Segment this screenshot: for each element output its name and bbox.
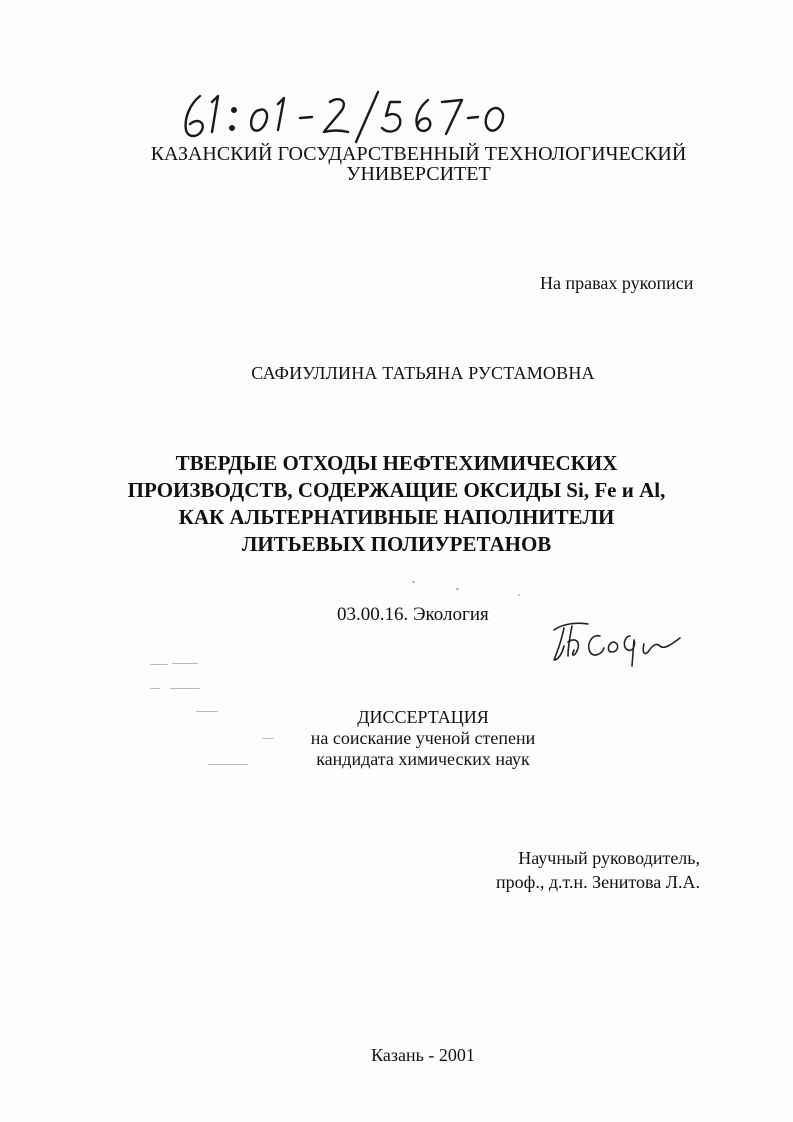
city-year: Казань - 2001 <box>371 1045 475 1065</box>
specialty-code: 03.00.16. Экология <box>337 604 489 625</box>
dissertation-degree-line: кандидата химических наук <box>316 749 530 769</box>
rights-note: На правах рукописи <box>540 273 694 293</box>
title-line: КАК АЛЬТЕРНАТИВНЫЕ НАПОЛНИТЕЛИ <box>178 505 615 529</box>
handwritten-signature <box>548 614 684 672</box>
university-name-line2: УНИВЕРСИТЕТ <box>346 163 491 185</box>
university-name-line1: КАЗАНСКИЙ ГОСУДАРСТВЕННЫЙ ТЕХНОЛОГИЧЕСКИЙ <box>150 143 687 165</box>
dissertation-block <box>0 707 793 770</box>
advisor-label: Научный руководитель, <box>518 848 700 868</box>
dissertation-title <box>0 450 793 558</box>
dissertation-heading: ДИССЕРТАЦИЯ <box>357 707 489 727</box>
dissertation-degree-line: на соискание ученой степени <box>310 728 536 748</box>
title-line: ЛИТЬЕВЫХ ПОЛИУРЕТАНОВ <box>241 532 552 556</box>
advisor-name: проф., д.т.н. Зенитова Л.А. <box>496 872 700 892</box>
author-name: САФИУЛЛИНА ТАТЬЯНА РУСТАМОВНА <box>251 363 595 383</box>
title-line: ТВЕРДЫЕ ОТХОДЫ НЕФТЕХИМИЧЕСКИХ <box>175 451 618 475</box>
advisor-block <box>468 846 700 894</box>
title-line: ПРОИЗВОДСТВ, СОДЕРЖАЩИЕ ОКСИДЫ Si, Fe и Al, <box>127 478 666 502</box>
handwritten-archive-code <box>178 88 508 146</box>
